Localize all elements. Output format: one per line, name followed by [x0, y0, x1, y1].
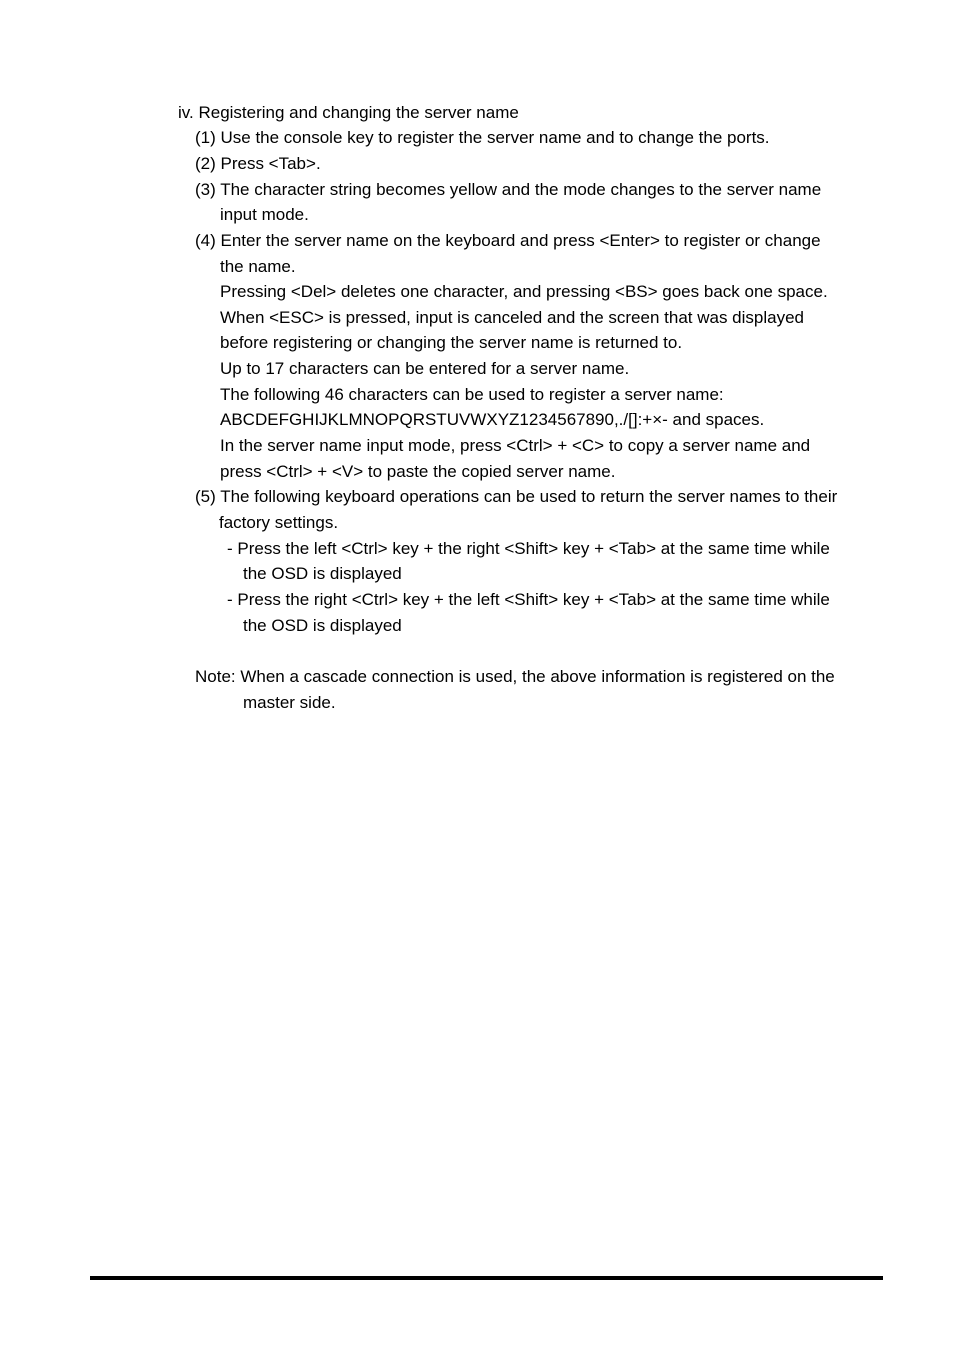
step-5: (5) The following keyboard operations can be used to return the server names to their	[195, 487, 838, 506]
note: Note: When a cascade connection is used, the above information is registered on the	[195, 667, 835, 686]
step-4-detail-copy: In the server name input mode, press <Ctrl> + <C> to copy a server name and	[220, 436, 811, 455]
step-4-detail-del-bs: Pressing <Del> deletes one character, and pressing <BS> goes back one space.	[220, 282, 828, 301]
step-2: (2) Press <Tab>.	[195, 154, 321, 173]
step-1: (1) Use the console key to register the server name and to change the ports.	[195, 128, 770, 147]
footer-divider	[90, 1276, 883, 1280]
reset-option-1-continuation: the OSD is displayed	[243, 564, 402, 583]
step-4-detail-esc-cont: before registering or changing the server name is returned to.	[220, 333, 683, 352]
step-3-continuation: input mode.	[220, 205, 309, 224]
step-4-detail-max-chars: Up to 17 characters can be entered for a server name.	[220, 359, 630, 378]
step-5-continuation: factory settings.	[219, 513, 339, 532]
step-4-detail-char-set: ABCDEFGHIJKLMNOPQRSTUVWXYZ1234567890,./[]:+×- and spaces.	[220, 410, 765, 429]
step-4-detail-esc: When <ESC> is pressed, input is canceled and the screen that was displayed	[220, 308, 805, 327]
step-4-detail-paste: press <Ctrl> + <V> to paste the copied server name.	[220, 462, 616, 481]
reset-option-2: - Press the right <Ctrl> key + the left <Shift> key + <Tab> at the same time while	[227, 590, 830, 609]
step-4: (4) Enter the server name on the keyboard and press <Enter> to register or change	[195, 231, 821, 250]
reset-option-2-continuation: the OSD is displayed	[243, 616, 402, 635]
step-4-continuation: the name.	[220, 257, 296, 276]
reset-option-1: - Press the left <Ctrl> key + the right <Shift> key + <Tab> at the same time while	[227, 539, 830, 558]
step-3: (3) The character string becomes yellow and the mode changes to the server name	[195, 180, 822, 199]
section-heading: iv. Registering and changing the server name	[178, 103, 519, 122]
note-continuation: master side.	[243, 693, 336, 712]
step-4-detail-char-count: The following 46 characters can be used to register a server name:	[220, 385, 724, 404]
